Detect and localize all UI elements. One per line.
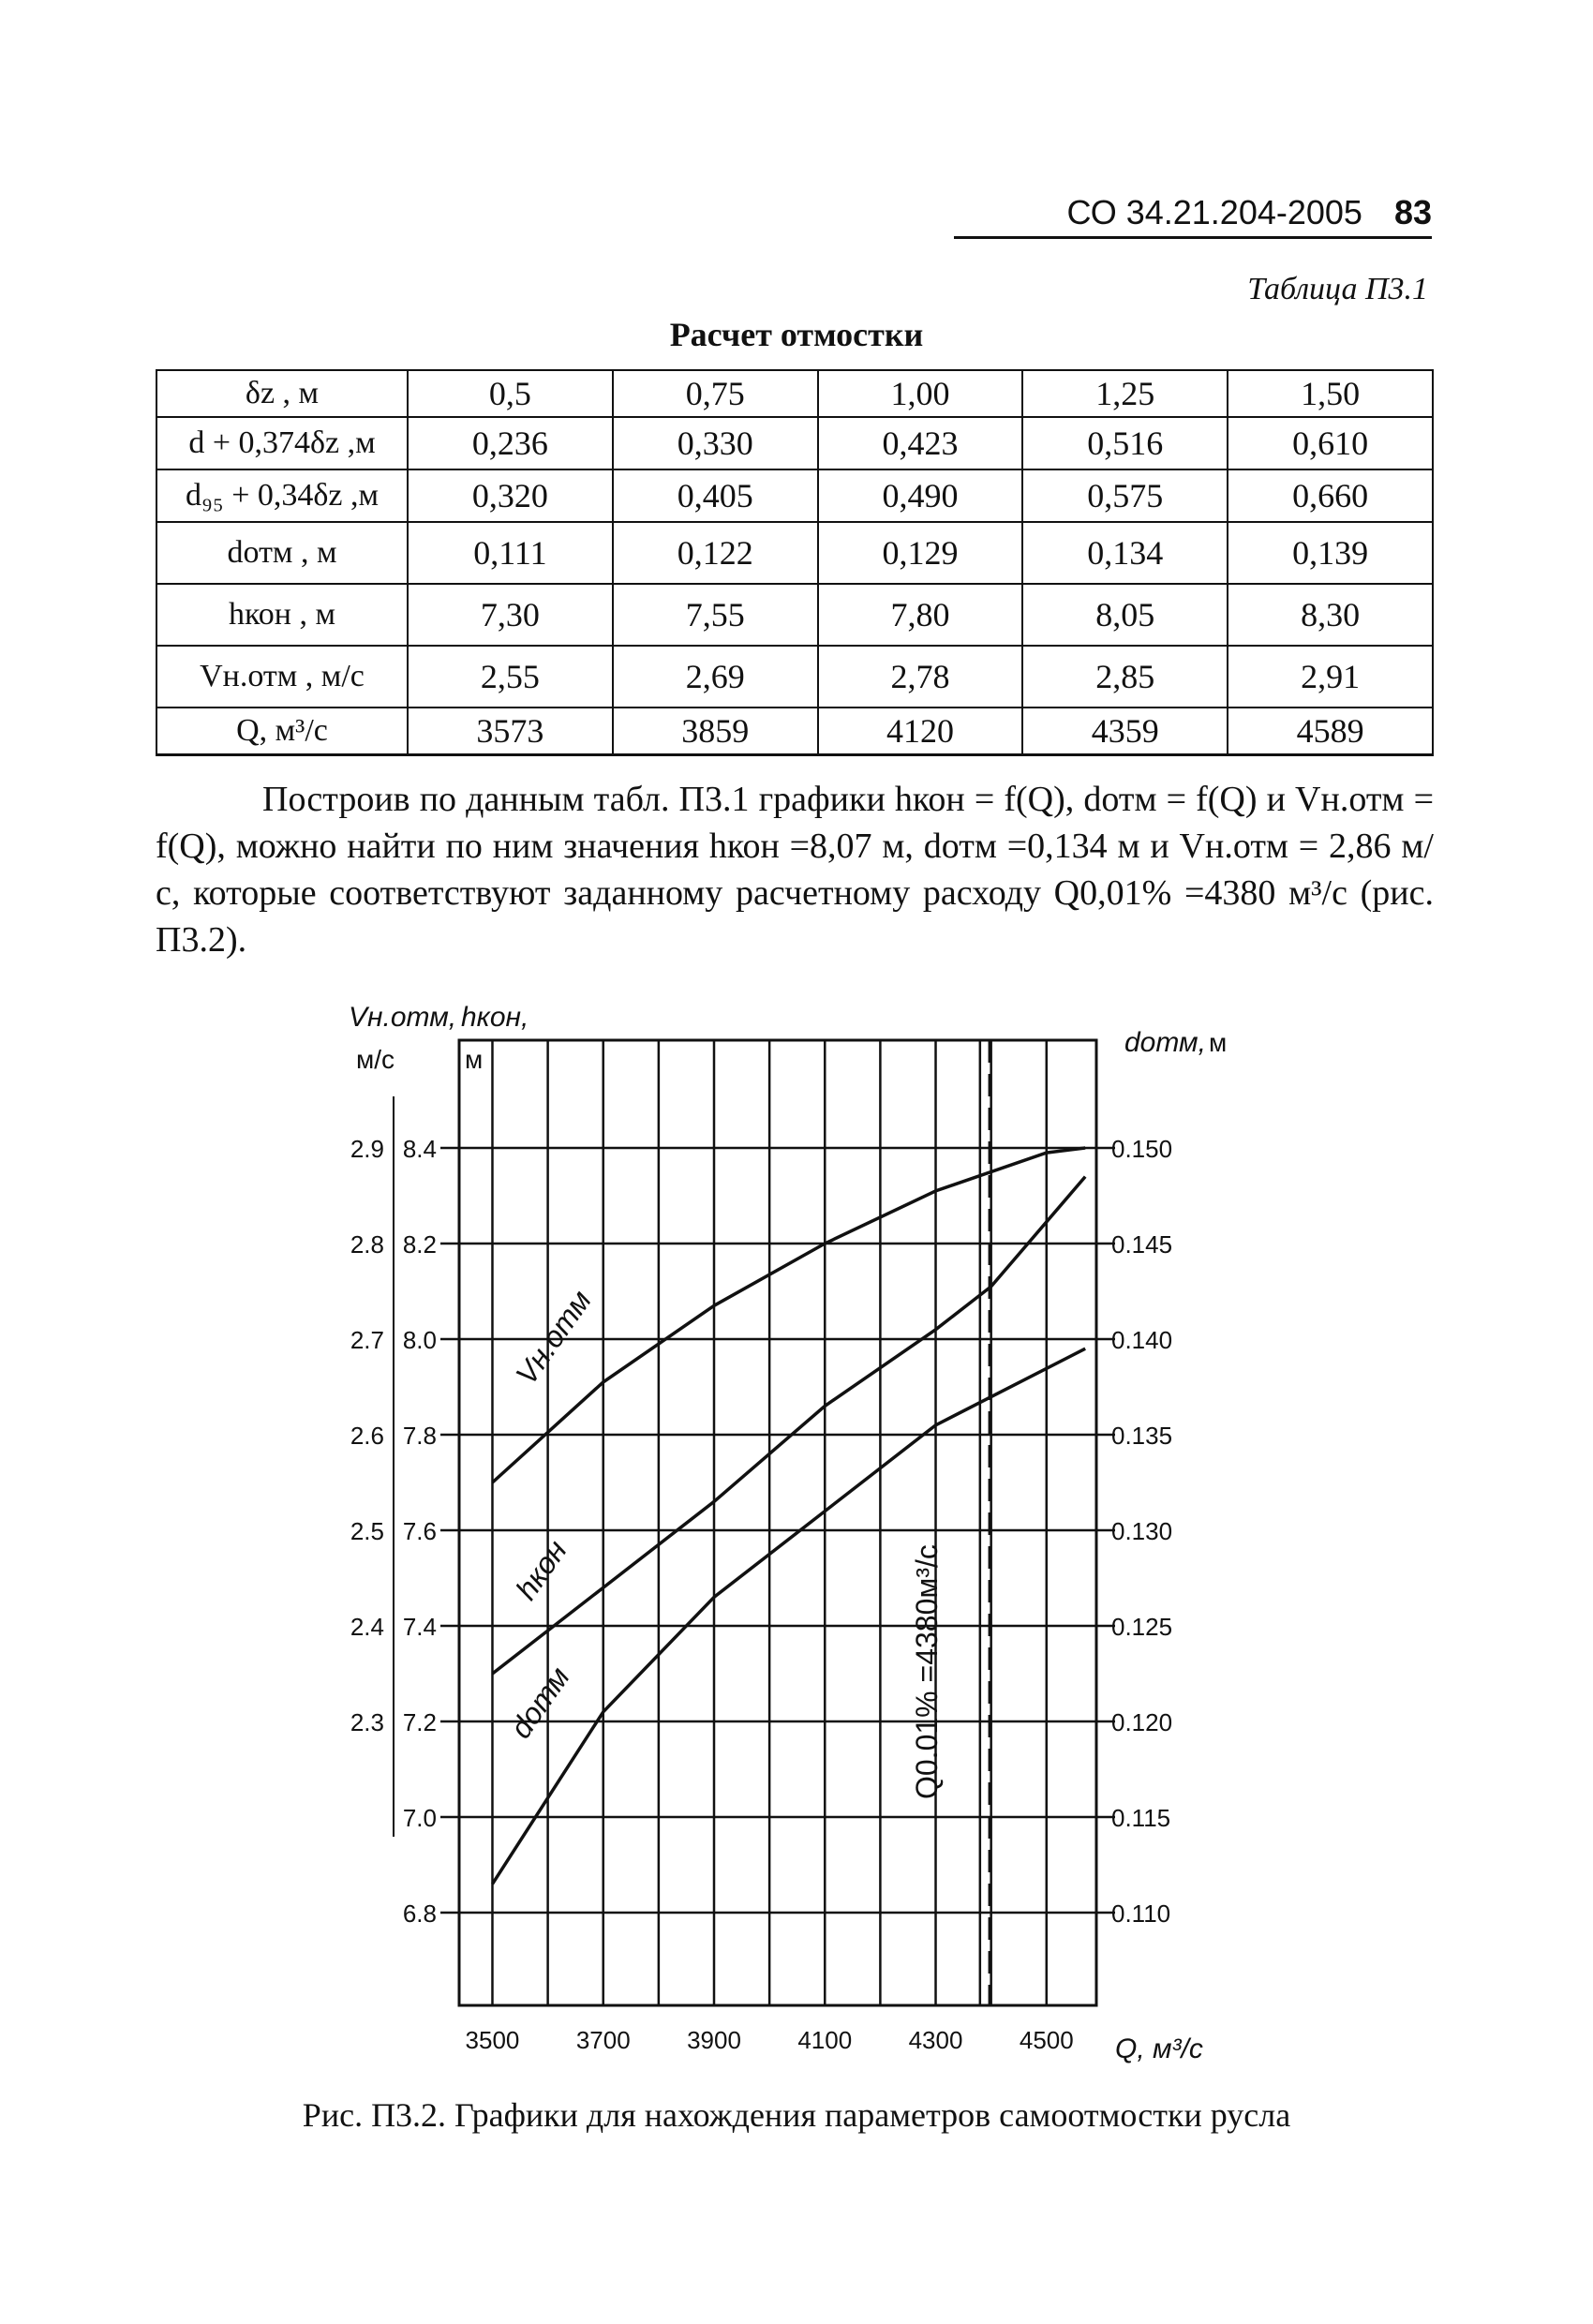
- table-row: [156, 417, 1433, 469]
- v-tick-label: 2.7: [350, 1326, 384, 1354]
- h-axis-label: hкон,: [461, 1002, 529, 1033]
- parameters-chart: [349, 993, 1237, 2071]
- table-cell: 2,69: [613, 646, 818, 708]
- v-tick-label: 2.6: [350, 1422, 384, 1450]
- table-cell: 8,05: [1022, 584, 1228, 646]
- series-label-v: Vн.отм: [509, 1284, 598, 1392]
- series-line-h: [492, 1177, 1085, 1674]
- x-tick-label: 4300: [908, 2026, 963, 2054]
- table-cell: 0,320: [408, 469, 613, 522]
- table-number: Таблица П3.1: [1247, 272, 1428, 306]
- row-label: dотм , м: [156, 522, 408, 584]
- table-cell: 4120: [818, 708, 1023, 755]
- table-row: [156, 370, 1433, 417]
- h-axis-unit: м: [465, 1045, 484, 1074]
- v-axis-label: Vн.отм,: [349, 1002, 457, 1033]
- d-tick-label: 0.115: [1111, 1804, 1171, 1832]
- table-row: [156, 646, 1433, 708]
- calculation-table: [156, 369, 1434, 756]
- x-tick-label: 3700: [575, 2026, 631, 2054]
- table-row: [156, 708, 1433, 755]
- header-rule: [954, 236, 1432, 239]
- table-cell: 0,134: [1022, 522, 1228, 584]
- d-tick-label: 0.110: [1111, 1899, 1171, 1928]
- table-row: [156, 522, 1433, 584]
- table-cell: 4359: [1022, 708, 1228, 755]
- table-cell: 0,423: [818, 417, 1023, 469]
- body-paragraph: [156, 776, 1434, 963]
- v-tick-label: 2.8: [350, 1230, 384, 1259]
- x-tick-label: 4500: [1019, 2026, 1074, 2054]
- table-cell: 7,30: [408, 584, 613, 646]
- h-tick-label: 7.8: [402, 1422, 437, 1450]
- d-tick-label: 0.130: [1111, 1517, 1173, 1545]
- table-cell: 2,85: [1022, 646, 1228, 708]
- table-cell: 8,30: [1228, 584, 1433, 646]
- h-tick-label: 8.4: [402, 1135, 437, 1163]
- table-cell: 1,00: [818, 370, 1023, 417]
- table-cell: 1,50: [1228, 370, 1433, 417]
- d-axis-label: dотм,: [1124, 1027, 1206, 1058]
- plot-frame: [459, 1040, 1096, 2005]
- document-code: СО 34.21.204-2005: [1066, 193, 1362, 231]
- v-tick-label: 2.9: [350, 1135, 384, 1163]
- d-tick-label: 0.125: [1111, 1613, 1173, 1641]
- v-tick-label: 2.3: [350, 1708, 384, 1736]
- table-cell: 4589: [1228, 708, 1433, 755]
- page-number: 83: [1393, 193, 1432, 231]
- figure-caption: Рис. П3.2. Графики для нахождения параметров самоотмостки русла: [302, 2096, 1291, 2134]
- row-label: d₉₅ + 0,34δz ,м: [156, 469, 408, 522]
- v-tick-label: 2.5: [350, 1517, 384, 1545]
- row-label: Vн.отм , м/с: [156, 646, 408, 708]
- d-axis-unit: м: [1209, 1028, 1228, 1057]
- h-tick-label: 8.0: [402, 1326, 437, 1354]
- table-cell: 0,660: [1228, 469, 1433, 522]
- table-row: [156, 469, 1433, 522]
- series-line-d: [492, 1348, 1085, 1884]
- series-label-d: dотм: [503, 1661, 576, 1745]
- h-tick-label: 6.8: [402, 1899, 437, 1928]
- row-label: d + 0,374δz ,м: [156, 417, 408, 469]
- d-tick-label: 0.150: [1111, 1135, 1173, 1163]
- h-tick-label: 7.4: [402, 1613, 437, 1641]
- table-title: Расчет отмостки: [669, 316, 924, 353]
- table-cell: 0,139: [1228, 522, 1433, 584]
- table-cell: 7,55: [613, 584, 818, 646]
- h-tick-label: 8.2: [402, 1230, 437, 1259]
- table-cell: 3573: [408, 708, 613, 755]
- table-cell: 1,25: [1022, 370, 1228, 417]
- h-tick-label: 7.2: [402, 1708, 437, 1736]
- d-tick-label: 0.120: [1111, 1708, 1173, 1736]
- table-cell: 0,405: [613, 469, 818, 522]
- table-cell: 0,5: [408, 370, 613, 417]
- table-cell: 0,236: [408, 417, 613, 469]
- table-cell: 0,575: [1022, 469, 1228, 522]
- v-axis-unit: м/с: [356, 1045, 395, 1074]
- table-row: [156, 584, 1433, 646]
- d-tick-label: 0.140: [1111, 1326, 1173, 1354]
- table-cell: 0,75: [613, 370, 818, 417]
- d-tick-label: 0.135: [1111, 1422, 1173, 1450]
- table-cell: 0,122: [613, 522, 818, 584]
- table-cell: 2,91: [1228, 646, 1433, 708]
- table-cell: 0,610: [1228, 417, 1433, 469]
- table-cell: 3859: [613, 708, 818, 755]
- row-label: hкон , м: [156, 584, 408, 646]
- x-tick-label: 3500: [465, 2026, 520, 2054]
- table-cell: 2,55: [408, 646, 613, 708]
- paragraph-text: Построив по данным табл. П3.1 графики hкон = f(Q), dотм = f(Q) и Vн.отм = f(Q), можно найти по ним значения hкон =8,07 м, dотм =0,134 м и Vн.отм = 2,86 м/с, которые соответствуют заданному расчетному расходу Q0,01% =4380 м³/с (рис. П3.2).: [156, 780, 1434, 960]
- d-tick-label: 0.145: [1111, 1230, 1173, 1259]
- x-tick-label: 4100: [797, 2026, 853, 2054]
- v-tick-label: 2.4: [350, 1613, 384, 1641]
- x-axis-label: Q, м³/с: [1115, 2034, 1203, 2064]
- table-cell: 2,78: [818, 646, 1023, 708]
- table-cell: 0,129: [818, 522, 1023, 584]
- table-cell: 7,80: [818, 584, 1023, 646]
- running-header: [954, 193, 1432, 239]
- row-label: Q, м³/с: [156, 708, 408, 755]
- x-tick-label: 3900: [687, 2026, 741, 2054]
- table-cell: 0,330: [613, 417, 818, 469]
- table-cell: 0,490: [818, 469, 1023, 522]
- row-label: δz , м: [156, 370, 408, 417]
- h-tick-label: 7.6: [402, 1517, 437, 1545]
- series-label-h: hкон: [509, 1533, 573, 1606]
- table-cell: 0,111: [408, 522, 613, 584]
- marker-label: Q0.01% =4380м³/с: [909, 1544, 944, 1799]
- table-cell: 0,516: [1022, 417, 1228, 469]
- h-tick-label: 7.0: [402, 1804, 437, 1832]
